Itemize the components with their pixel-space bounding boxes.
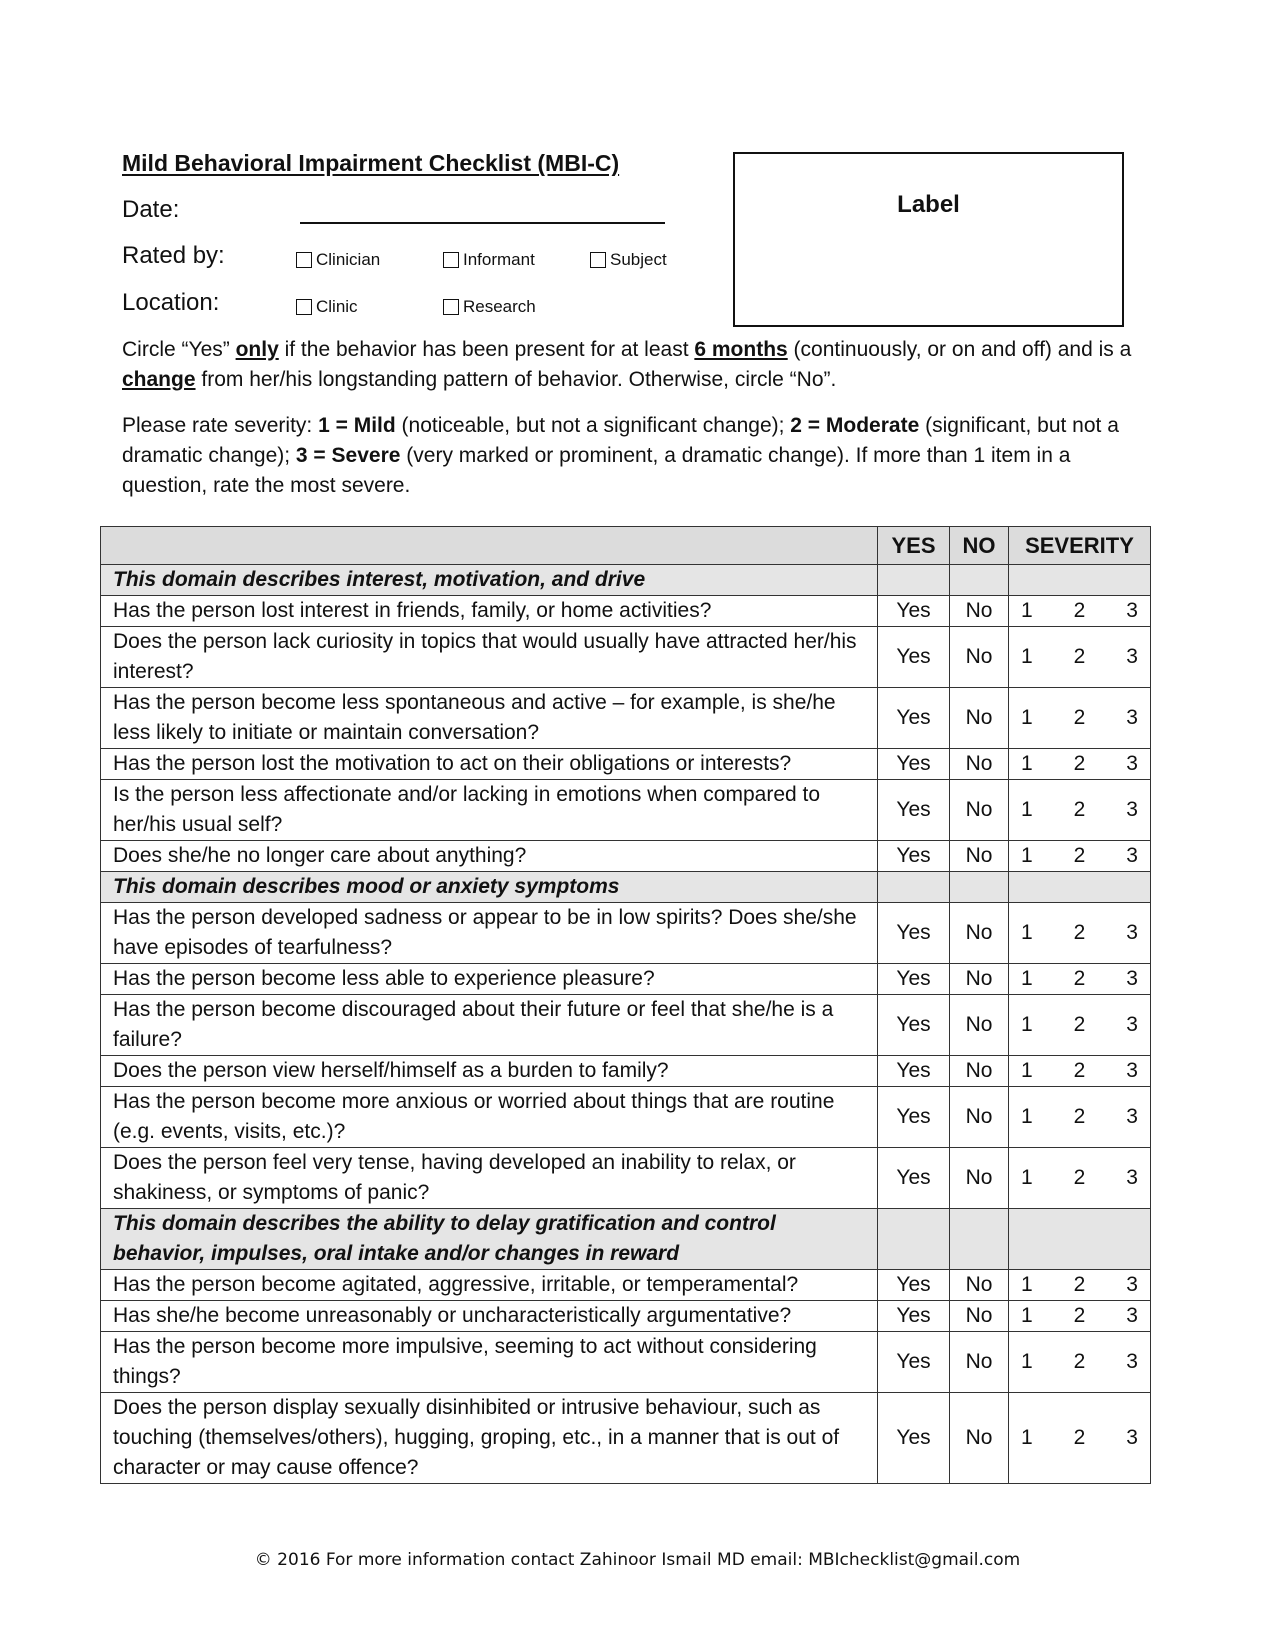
question-row [101,780,1151,841]
severity-options [1021,1105,1138,1129]
domain-title: This domain describes the ability to delay gratification and control behavior, impulses, oral intake and/or changes in reward [101,1209,878,1270]
answer-no[interactable]: No [950,1393,1009,1484]
domain-no-cell [950,1209,1009,1270]
question-text: Has the person lost interest in friends, family, or home activities? [101,596,878,627]
question-column-header [101,527,878,565]
severity-option-2[interactable]: 2 [1073,1059,1086,1082]
domain-yes-cell [878,1209,950,1270]
severity-option-2[interactable]: 2 [1073,599,1086,622]
severity-options [1021,706,1138,730]
severity-option-1[interactable]: 1 [1020,1273,1033,1296]
severity-option-3[interactable]: 3 [1126,1105,1138,1128]
answer-yes[interactable]: Yes [878,596,950,627]
question-row [101,596,1151,627]
question-text: Is the person less affectionate and/or lacking in emotions when compared to her/his usual self? [101,780,878,841]
severity-cell [1008,1332,1150,1393]
severity-option-3[interactable]: 3 [1126,921,1138,944]
answer-yes[interactable]: Yes [878,841,950,872]
question-row [101,1087,1151,1148]
question-text: Has the person become agitated, aggressive, irritable, or temperamental? [101,1270,878,1301]
severity-option-3[interactable]: 3 [1126,844,1138,867]
answer-no[interactable]: No [950,749,1009,780]
question-text: Has the person developed sadness or appear to be in low spirits? Does she/she have episodes of tearfulness? [101,903,878,964]
severity-column-header: SEVERITY [1008,527,1150,565]
answer-yes[interactable]: Yes [878,1087,950,1148]
severity-option-2[interactable]: 2 [1073,1426,1086,1449]
severity-option-1[interactable]: 1 [1020,706,1033,729]
question-row [101,749,1151,780]
answer-no[interactable]: No [950,1148,1009,1209]
question-text: Has the person lost the motivation to act on their obligations or interests? [101,749,878,780]
question-text: Has she/he become unreasonably or uncharacteristically argumentative? [101,1301,878,1332]
severity-option-2[interactable]: 2 [1073,706,1086,729]
question-text: Has the person become more impulsive, seeming to act without considering things? [101,1332,878,1393]
severity-option-3[interactable]: 3 [1126,1273,1138,1296]
severity-cell [1008,780,1150,841]
severity-option-1[interactable]: 1 [1020,1013,1033,1036]
answer-no[interactable]: No [950,841,1009,872]
severity-cell [1008,1148,1150,1209]
checkbox-clinic[interactable] [296,299,312,315]
checklist-table [100,526,1151,1484]
severity-option-3[interactable]: 3 [1126,706,1138,729]
question-text: Has the person become less spontaneous and active – for example, is she/he less likely to initiate or maintain conversation? [101,688,878,749]
severity-options [1021,752,1138,776]
question-row [101,1393,1151,1484]
answer-no[interactable]: No [950,1087,1009,1148]
no-column-header: NO [950,527,1009,565]
answer-no[interactable]: No [950,688,1009,749]
question-row [101,1148,1151,1209]
severity-cell [1008,995,1150,1056]
severity-option-2[interactable]: 2 [1073,645,1086,668]
domain-no-cell [950,872,1009,903]
severity-option-1[interactable]: 1 [1020,1426,1033,1449]
severity-option-3[interactable]: 3 [1126,599,1138,622]
severity-options [1021,645,1138,669]
question-row [101,1332,1151,1393]
question-row [101,688,1151,749]
severity-option-2[interactable]: 2 [1073,844,1086,867]
question-text: Does the person feel very tense, having developed an inability to relax, or shakiness, or symptoms of panic? [101,1148,878,1209]
date-label: Date: [122,196,180,223]
severity-option-2[interactable]: 2 [1073,921,1086,944]
location-label: Location: [122,289,220,316]
severity-cell [1008,1056,1150,1087]
severity-options [1021,1166,1138,1190]
research-label: Research [463,297,536,316]
severity-option-1[interactable]: 1 [1020,1304,1033,1327]
domain-header-row [101,565,1151,596]
question-text: Has the person become discouraged about their future or feel that she/he is a failure? [101,995,878,1056]
severity-option-2[interactable]: 2 [1073,1304,1086,1327]
answer-no[interactable]: No [950,596,1009,627]
footer-text: © 2016 For more information contact Zahinoor Ismail MD email: MBIchecklist@gmail.com [254,1550,1021,1570]
severity-options [1021,599,1138,623]
severity-option-3[interactable]: 3 [1126,967,1138,990]
checkbox-research[interactable] [443,299,459,315]
answer-no[interactable]: No [950,1332,1009,1393]
severity-cell [1008,1087,1150,1148]
question-text: Does the person view herself/himself as a burden to family? [101,1056,878,1087]
question-text: Does the person display sexually disinhibited or intrusive behaviour, such as touching (themselves/others), hugging, groping, etc., in a manner that is out of character or may cause offence? [101,1393,878,1484]
answer-yes[interactable]: Yes [878,964,950,995]
label-box [733,152,1124,327]
answer-yes[interactable]: Yes [878,995,950,1056]
instructions-paragraph-1: Circle “Yes” only if the behavior has been present for at least 6 months (continuously, or on and off) and is a change from her/his longstanding pattern of behavior. Otherwise, circle “No”. [122,338,1132,391]
domain-severity-cell [1008,565,1150,596]
severity-option-2[interactable]: 2 [1073,1166,1086,1189]
severity-options [1021,1013,1138,1037]
rated-by-informant-option[interactable] [443,250,535,270]
domain-title: This domain describes interest, motivation, and drive [101,565,878,596]
question-text: Has the person become more anxious or worried about things that are routine (e.g. events, visits, etc.)? [101,1087,878,1148]
label-box-text: Label [897,190,960,218]
severity-cell [1008,841,1150,872]
severity-cell [1008,749,1150,780]
answer-yes[interactable]: Yes [878,1393,950,1484]
rated-by-clinician-option[interactable] [296,250,380,270]
severity-option-1[interactable]: 1 [1020,967,1033,990]
severity-option-3[interactable]: 3 [1126,645,1138,668]
severity-cell [1008,596,1150,627]
severity-option-1[interactable]: 1 [1020,1166,1033,1189]
question-row [101,1270,1151,1301]
domain-header-row [101,1209,1151,1270]
severity-option-1[interactable]: 1 [1020,599,1033,622]
domain-title: This domain describes mood or anxiety symptoms [101,872,878,903]
answer-yes[interactable]: Yes [878,749,950,780]
severity-option-3[interactable]: 3 [1126,752,1138,775]
severity-options [1021,967,1138,991]
instructions-paragraph-2: Please rate severity: 1 = Mild (noticeable, but not a significant change); 2 = Moderate (significant, but not a dramatic change); 3 = Severe (very marked or prominent, a dramatic change). If more than 1 item in a question, rate the most severe. [122,414,1119,497]
domain-severity-cell [1008,872,1150,903]
subject-label: Subject [610,250,667,269]
answer-yes[interactable]: Yes [878,780,950,841]
severity-cell [1008,1301,1150,1332]
checkbox-informant[interactable] [443,252,459,268]
severity-option-2[interactable]: 2 [1073,1273,1086,1296]
informant-label: Informant [463,250,535,269]
severity-cell [1008,964,1150,995]
severity-option-2[interactable]: 2 [1073,752,1086,775]
severity-options [1021,798,1138,822]
severity-option-1[interactable]: 1 [1020,1059,1033,1082]
question-text: Does she/he no longer care about anything? [101,841,878,872]
severity-option-1[interactable]: 1 [1020,645,1033,668]
answer-yes[interactable]: Yes [878,1056,950,1087]
domain-yes-cell [878,872,950,903]
clinician-label: Clinician [316,250,381,269]
table-header-row [101,527,1151,565]
severity-option-2[interactable]: 2 [1073,1105,1086,1128]
location-research-option[interactable] [443,297,536,317]
severity-option-1[interactable]: 1 [1020,1350,1033,1373]
severity-options [1021,1059,1138,1083]
severity-option-2[interactable]: 2 [1073,1013,1086,1036]
severity-cell [1008,903,1150,964]
question-row [101,995,1151,1056]
severity-option-3[interactable]: 3 [1126,1059,1138,1082]
severity-cell [1008,1270,1150,1301]
answer-yes[interactable]: Yes [878,1270,950,1301]
answer-yes[interactable]: Yes [878,1332,950,1393]
severity-option-1[interactable]: 1 [1020,798,1033,821]
severity-option-2[interactable]: 2 [1073,798,1086,821]
severity-option-3[interactable]: 3 [1126,798,1138,821]
clinic-label: Clinic [316,297,358,316]
severity-options [1021,844,1138,868]
location-clinic-option[interactable] [296,297,358,317]
answer-yes[interactable]: Yes [878,1301,950,1332]
form-title: Mild Behavioral Impairment Checklist (MBI-C) [122,150,620,176]
answer-no[interactable]: No [950,1270,1009,1301]
severity-cell [1008,627,1150,688]
answer-no[interactable]: No [950,627,1009,688]
severity-option-1[interactable]: 1 [1020,921,1033,944]
rated-by-subject-option[interactable] [590,250,667,270]
severity-options [1021,1426,1138,1450]
severity-options [1021,1273,1138,1297]
answer-no[interactable]: No [950,780,1009,841]
question-row [101,1301,1151,1332]
severity-option-3[interactable]: 3 [1126,1304,1138,1327]
severity-option-3[interactable]: 3 [1126,1426,1138,1449]
question-row [101,964,1151,995]
severity-option-1[interactable]: 1 [1020,844,1033,867]
severity-option-2[interactable]: 2 [1073,1350,1086,1373]
severity-option-1[interactable]: 1 [1020,752,1033,775]
answer-yes[interactable]: Yes [878,688,950,749]
severity-option-3[interactable]: 3 [1126,1013,1138,1036]
answer-yes[interactable]: Yes [878,627,950,688]
severity-option-3[interactable]: 3 [1126,1350,1138,1373]
severity-options [1021,1350,1138,1374]
severity-cell [1008,1393,1150,1484]
question-row [101,627,1151,688]
checkbox-subject[interactable] [590,252,606,268]
severity-option-2[interactable]: 2 [1073,967,1086,990]
question-row [101,841,1151,872]
answer-no[interactable]: No [950,903,1009,964]
rated-by-label: Rated by: [122,242,225,269]
checkbox-clinician[interactable] [296,252,312,268]
domain-header-row [101,872,1151,903]
date-input-line[interactable] [300,222,665,224]
question-text: Has the person become less able to experience pleasure? [101,964,878,995]
answer-no[interactable]: No [950,995,1009,1056]
domain-no-cell [950,565,1009,596]
yes-column-header: YES [878,527,950,565]
answer-no[interactable]: No [950,1301,1009,1332]
severity-options [1021,1304,1138,1328]
domain-yes-cell [878,565,950,596]
answer-no[interactable]: No [950,964,1009,995]
severity-option-1[interactable]: 1 [1020,1105,1033,1128]
answer-yes[interactable]: Yes [878,1148,950,1209]
domain-severity-cell [1008,1209,1150,1270]
question-row [101,1056,1151,1087]
question-row [101,903,1151,964]
severity-options [1021,921,1138,945]
severity-option-3[interactable]: 3 [1126,1166,1138,1189]
answer-no[interactable]: No [950,1056,1009,1087]
severity-cell [1008,688,1150,749]
answer-yes[interactable]: Yes [878,903,950,964]
question-text: Does the person lack curiosity in topics that would usually have attracted her/his interest? [101,627,878,688]
